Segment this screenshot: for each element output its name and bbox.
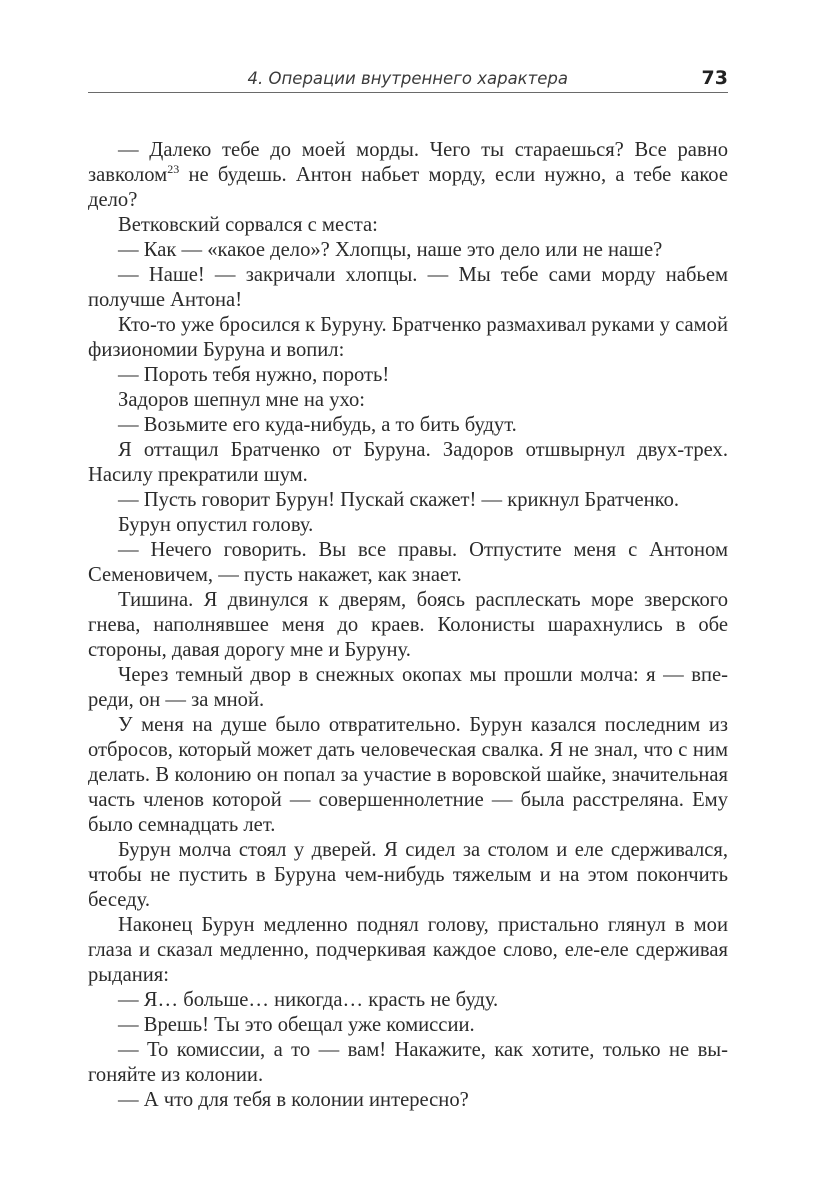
paragraph-6: — Пороть тебя нужно, пороть!	[118, 364, 390, 386]
section-title: 4. Операции внутреннего характера	[247, 69, 568, 88]
paragraph-14: Через темный двор в снежных окопах мы прошли молча: я — впереди, он — за мной.	[88, 664, 728, 711]
paragraph-2: Ветковский сорвался с места:	[118, 214, 378, 236]
paragraph-1-text-start: — Далеко тебе до моей морды. Чего ты стараешься? Все равно завколом	[88, 139, 728, 186]
paragraph-19: — Врешь! Ты это обещал уже комиссии.	[118, 1014, 475, 1036]
running-header	[88, 66, 728, 93]
footnote-reference[interactable]: 23	[167, 162, 180, 177]
paragraph-8: — Возьмите его куда-нибудь, а то бить будут.	[118, 414, 517, 436]
paragraph-13: Тишина. Я двинулся к дверям, боясь расплескать море зверского гнева, наполнявшее меня до краев. Колонисты шарахнулись в обе стороны, давая дорогу мне и Буруну.	[88, 589, 728, 661]
paragraph-9: Я оттащил Братченко от Буруна. Задоров отшвырнул двух-трех. Насилу прекратили шум.	[88, 439, 728, 486]
paragraph-12: — Нечего говорить. Вы все правы. Отпустите меня с Антоном Семеновичем, — пусть накажет, как знает.	[88, 539, 728, 586]
paragraph-3: — Как — «какое дело»? Хлопцы, наше это дело или не наше?	[118, 239, 663, 261]
paragraph-10: — Пусть говорит Бурун! Пускай скажет! — крикнул Братченко.	[118, 489, 680, 511]
paragraph-15: У меня на душе было отвратительно. Бурун казался последним из отбросов, который может дать человеческая свалка. Я не знал, что с ним делать. В колонию он попал за участие в воровской шайке, значительная часть членов которой — совершеннолетние — была расстреляна. Ему было семнадцать лет.	[88, 714, 728, 836]
paragraph-5: Кто-то уже бросился к Буруну. Братченко размахивал руками у самой физиономии Буруна и вопил:	[88, 314, 728, 361]
paragraph-21: — А что для тебя в колонии интересно?	[118, 1089, 469, 1111]
paragraph-1-text-end: не будешь. Антон набьет морду, если нужно, а тебе какое дело?	[88, 164, 728, 211]
page-number: 73	[701, 67, 728, 89]
paragraph-1	[88, 138, 728, 213]
page-body	[88, 138, 728, 1113]
paragraph-7: Задоров шепнул мне на ухо:	[118, 389, 366, 411]
paragraph-16: Бурун молча стоял у дверей. Я сидел за столом и еле сдерживался, чтобы не пустить в Буруна чем-нибудь тяжелым и на этом покончить беседу.	[88, 839, 728, 911]
paragraph-17: Наконец Бурун медленно поднял голову, пристально глянул в мои глаза и сказал медленно, подчеркивая каждое слово, еле-еле сдерживая рыдания:	[88, 914, 728, 986]
paragraph-18: — Я… больше… никогда… красть не буду.	[118, 989, 499, 1011]
paragraph-20: — То комиссии, а то — вам! Накажите, как хотите, только не выгоняйте из колонии.	[88, 1039, 728, 1086]
paragraph-11: Бурун опустил голову.	[118, 514, 314, 536]
paragraph-4: — Наше! — закричали хлопцы. — Мы тебе сами морду набьем получше Антона!	[88, 264, 728, 311]
